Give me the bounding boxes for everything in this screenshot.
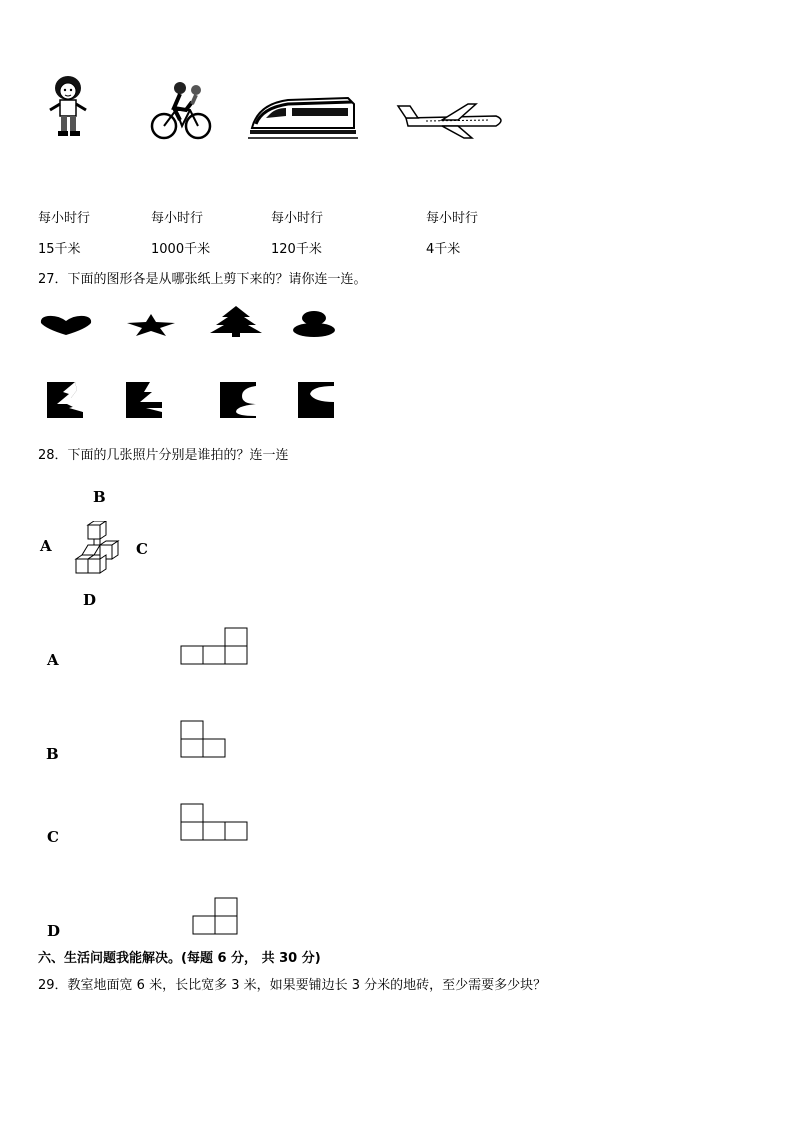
photo-d-grid	[192, 897, 240, 935]
vehicle-label-2: 每小时行	[151, 211, 204, 226]
compass-label-bottom: D	[83, 591, 97, 609]
question-27: 27．下面的图形各是从哪张纸上剪下来的？请你连一连。	[38, 272, 367, 287]
girl-walking-icon	[46, 74, 90, 138]
cut-paper-3-icon	[220, 382, 256, 418]
tree-shape-icon	[210, 305, 262, 337]
photo-label-d: D	[47, 922, 61, 940]
cut-paper-1-icon	[47, 382, 83, 418]
cyclist-icon	[150, 80, 212, 142]
photo-label-c: C	[47, 828, 59, 846]
question-29: 29．教室地面宽 6 米，长比宽多 3 米，如果要铺边长 3 分米的地砖，至少需要多少块？	[38, 978, 547, 993]
airplane-icon	[396, 100, 508, 140]
vehicle-speed-4: 4千米	[426, 242, 461, 257]
photo-a-grid	[180, 627, 250, 665]
cut-paper-2-icon	[126, 382, 162, 418]
vehicle-label-4: 每小时行	[426, 211, 479, 226]
photo-label-a: A	[47, 651, 59, 669]
photo-label-b: B	[46, 745, 59, 763]
stacked-ovals-shape-icon	[292, 310, 336, 338]
photo-b-grid	[180, 720, 228, 758]
vehicle-speed-1: 15千米	[38, 242, 81, 257]
question-28: 28．下面的几张照片分别是谁拍的？连一连	[38, 448, 289, 463]
photo-c-grid	[180, 803, 250, 841]
train-icon	[248, 94, 358, 140]
vehicle-speed-3: 120千米	[271, 242, 322, 257]
compass-label-top: B	[93, 488, 106, 506]
cube-stack-icon	[72, 521, 120, 575]
star-shape-icon	[126, 313, 176, 337]
heart-shape-icon	[40, 315, 92, 337]
compass-label-right: C	[136, 540, 148, 558]
vehicle-speed-2: 1000千米	[151, 242, 211, 257]
compass-label-left: A	[40, 537, 52, 555]
section-6-title: 六、生活问题我能解决。(每题 6 分， 共 30 分)	[38, 951, 321, 966]
vehicle-label-1: 每小时行	[38, 211, 91, 226]
vehicle-label-3: 每小时行	[271, 211, 324, 226]
cut-paper-4-icon	[298, 382, 334, 418]
